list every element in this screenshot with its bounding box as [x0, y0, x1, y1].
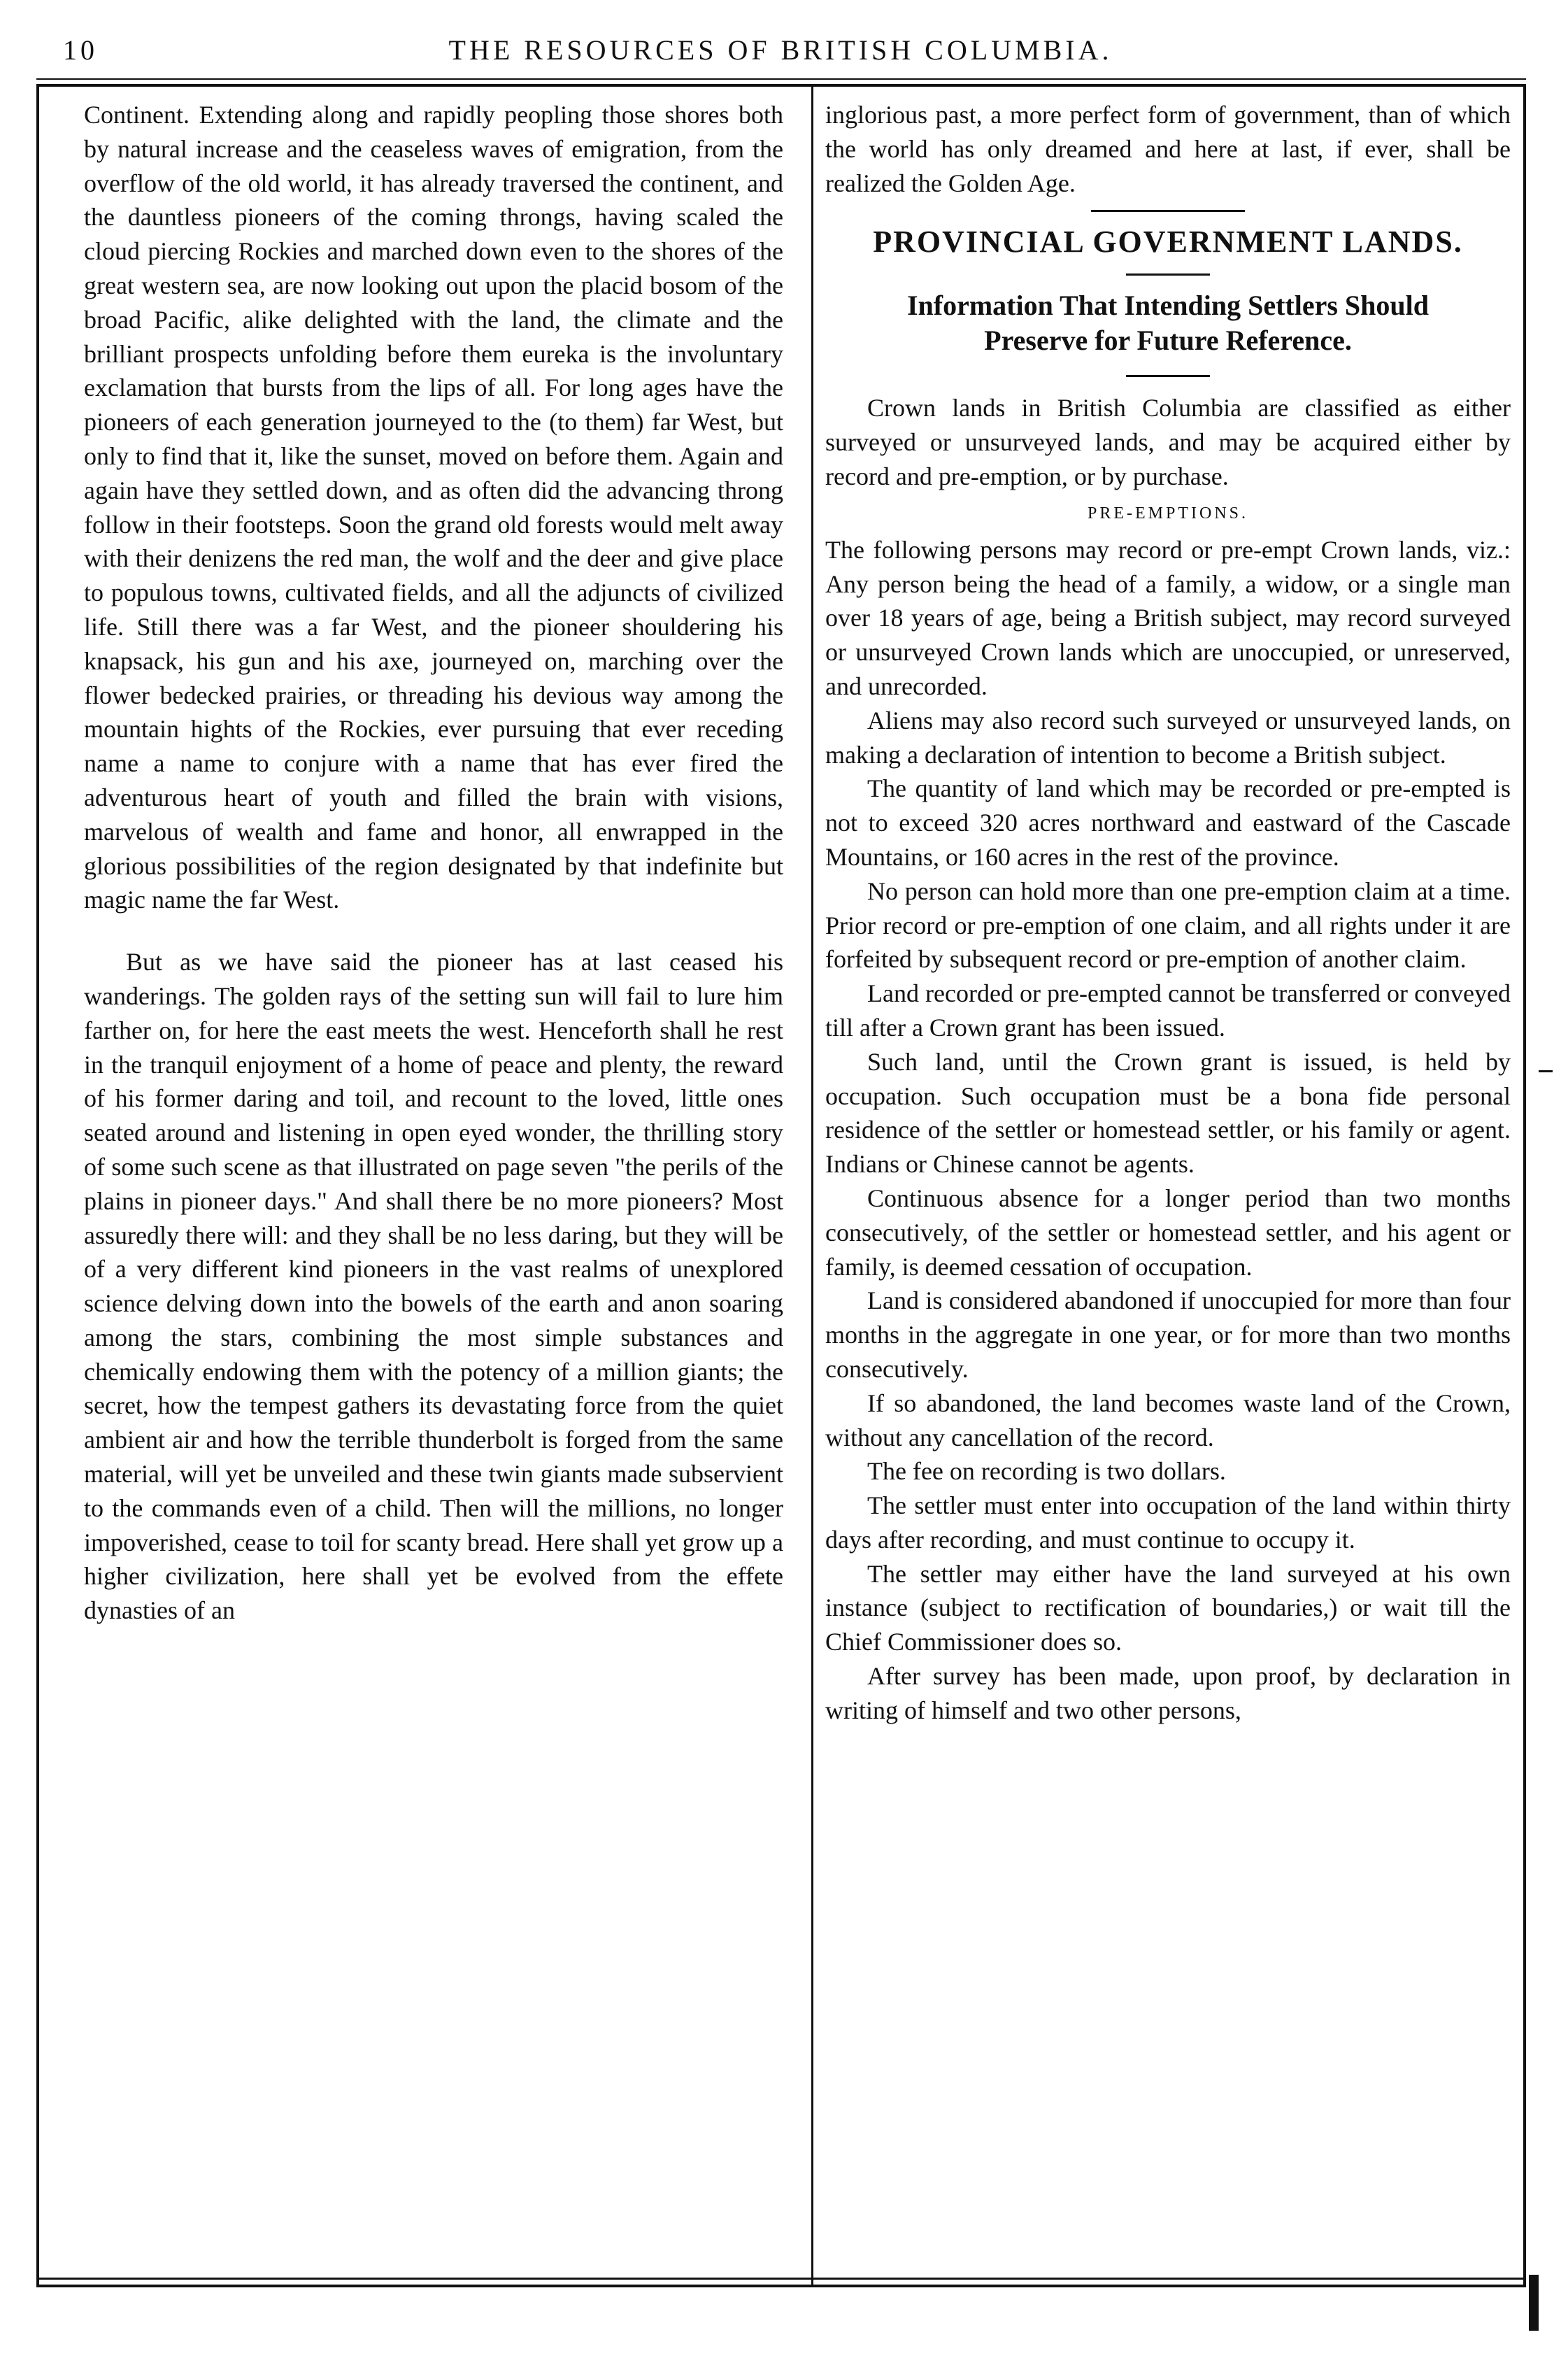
article-paragraph: After survey has been made, upon proof, by declaration in writing of himself and two other persons,: [825, 1662, 1511, 1724]
page-number: 10: [63, 34, 98, 66]
article-paragraph: Continent. Extending along and rapidly peopling those shores both by natural increase and the ceaseless waves of emigration, from the overflow of the old world, it has already traversed the continent, and the dauntless pioneers of the coming throngs, having scaled the cloud piercing Rockies and marched down even to the shores of the great western sea, are now looking out upon the placid bosom of the broad Pacific, alike delighted with the land, the climate and the brilliant prospects unfolding before them eureka is the involuntary exclamation that bursts from the lips of all. For long ages have the pioneers of each generation journeyed to the (to them) far West, but only to find that it, like the sunset, moved on before them. Again and again have they settled down, and as often did the advancing throng follow in their footsteps. Soon the grand old forests would melt away with their denizens the red man, the wolf and the deer and give place to populous towns, cultivated fields, and all the adjuncts of civilized life. Still there was a far West, and the pioneer shouldering his knapsack, his gun and his axe, journeyed on, marching over the flower bedecked prairies, or threading his devious way among the mountain hights of the Rockies, ever pursuing that ever receding name a name to conjure with a name that has ever fired the adventurous heart of youth and filled the brain with visions, marvelous of wealth and fame and honor, all enwrapped in the glorious possibilities of the region designated by that indefinite but magic name the far West.: [84, 101, 783, 914]
article-paragraph: Land recorded or pre-empted cannot be transferred or conveyed till after a Crown grant has been issued.: [825, 979, 1511, 1042]
divider-rule: [1091, 210, 1245, 212]
article-paragraph: The settler must enter into occupation of the land within thirty days after recording, and must continue to occupy it.: [825, 1491, 1511, 1554]
divider-rule: [1126, 375, 1210, 377]
section-headline: PROVINCIAL GOVERNMENT LANDS.: [873, 225, 1463, 260]
margin-mark: [1539, 1070, 1553, 1072]
article-paragraph: The settler may either have the land surveyed at his own instance (subject to rectification of boundaries,) or wait till the Chief Commissioner does so.: [825, 1559, 1511, 1656]
section-subheadline: Information That Intending Settlers Should Preserve for Future Reference.: [906, 290, 1430, 357]
running-title: THE RESOURCES OF BRITISH COLUMBIA.: [448, 34, 1113, 66]
article-paragraph: Such land, until the Crown grant is issued, is held by occupation. Such occupation must be a bona fide personal residence of the settler or homestead settler, or his family or agent. Indians or Chinese cannot be agents.: [825, 1047, 1511, 1179]
article-paragraph: But as we have said the pioneer has at last ceased his wanderings. The golden rays of the setting sun will fail to lure him farther on, for here the east meets the west. Henceforth shall he rest in the tranquil enjoyment of a home of peace and plenty, the reward of his former daring and toil, and recount to the loved, little ones seated around and listening in open eyed wonder, the thrilling story of some such scene as that illustrated on page seven "the perils of the plains in pioneer days." And shall there be no more pioneers? Most assuredly there will: and they shall be no less daring, but they will be of a very different kind pioneers in the vast realms of unexplored science delving down into the bowels of the earth and anon soaring among the stars, combining the most simple substances and chemically endowing them with the potency of a million giants; the secret, how the tempest gathers its devastating force from the quiet ambient air and how the terrible thunderbolt is forged from the same material, will yet be unveiled and these twin giants made subservient to the commands even of a child. Then will the millions, no longer impoverished, cease to toil for scanty bread. Here shall yet grow up a higher civilization, here shall yet be evolved from the effete dynasties of an: [84, 948, 783, 1625]
edge-bar: [1529, 2275, 1539, 2331]
article-paragraph: The fee on recording is two dollars.: [867, 1457, 1226, 1486]
article-paragraph: Land is considered abandoned if unoccupied for more than four months in the aggregate in one year, or for more than two months consecutively.: [825, 1286, 1511, 1383]
left-column: [84, 98, 783, 1628]
intro-paragraph: Crown lands in British Columbia are classified as either surveyed or unsurveyed lands, and may be acquired either by record and pre-emption, or by purchase.: [825, 394, 1511, 490]
continuation-paragraph: inglorious past, a more perfect form of government, than of which the world has only dreamed and here at last, if ever, shall be realized the Golden Age.: [825, 101, 1511, 197]
article-paragraph: The quantity of land which may be recorded or pre-empted is not to exceed 320 acres northward and eastward of the Cascade Mountains, or 160 acres in the rest of the province.: [825, 774, 1511, 871]
subsection-head: PRE-EMPTIONS.: [1087, 504, 1249, 523]
column-divider: [811, 84, 813, 2287]
article-paragraph: No person can hold more than one pre-emption claim at a time. Prior record or pre-emption of one claim, and all rights under it are forfeited by subsequent record or pre-emption of another claim.: [825, 876, 1511, 974]
article-paragraph: Continuous absence for a longer period than two months consecutively, of the settler or homestead settler, and his agent or family, is deemed cessation of occupation.: [825, 1184, 1511, 1281]
divider-rule: [1126, 274, 1210, 276]
article-paragraph: If so abandoned, the land becomes waste land of the Crown, without any cancellation of the record.: [825, 1388, 1511, 1451]
top-rule: [36, 78, 1526, 80]
running-head: [42, 25, 1519, 67]
right-column: [825, 98, 1511, 1728]
bottom-rule: [36, 2278, 1526, 2280]
article-paragraph: The following persons may record or pre-empt Crown lands, viz.: Any person being the head of a family, a widow, or a single man over 18 years of age, being a British subject, may record surveyed or unsurveyed Crown lands which are unoccupied, or unreserved, and unrecorded.: [825, 535, 1511, 700]
article-paragraph: Aliens may also record such surveyed or unsurveyed lands, on making a declaration of intention to become a British subject.: [825, 706, 1511, 769]
